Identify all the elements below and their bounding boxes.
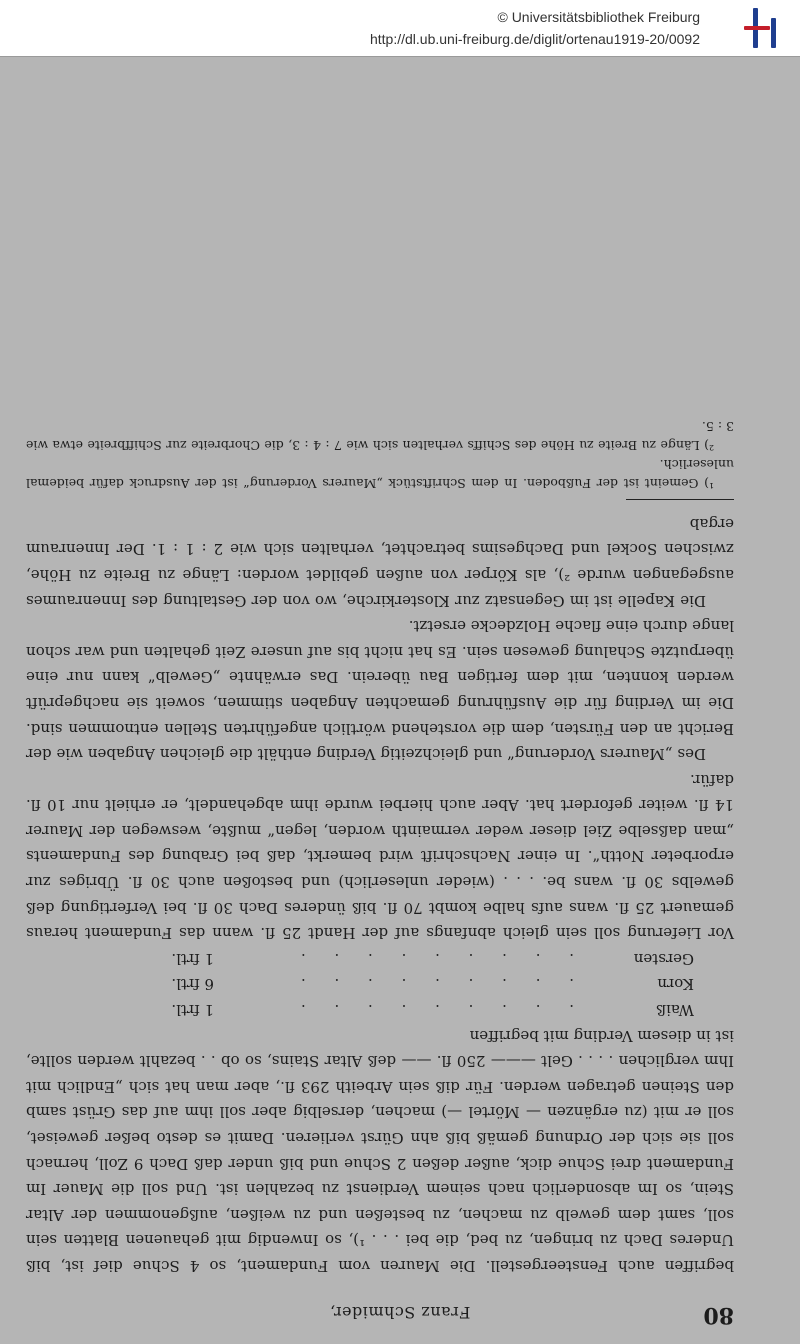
paragraph: Vor Lieferung soll sein gleich abnfangs auf der Handt 25 fl. wann das Fundament heraus gemauert 25 fl. wans aufs halbe kombt 70 fl. biß ünderes Dach 30 fl. bei Verfertigung deß gewelbs 30 fl. wans be. . . . (wieder unleserlich) und bestoßen auch 30 fl. Übriges zur erporbeter Notth“. In einer Nachschrift wird bemerkt, daß bei Grabung des Fundaments „man daßselbe Ziel dieser weder vermainth worden, legen“ mußte, weswegen der Maurer 14 fl. weiter gefordert hat. Aber auch hierbei wurde ihm abgehandelt, er erhielt nur 10 fl. dafür.	[26, 770, 734, 943]
footnote: ¹) Gemeint ist der Fußboden. In dem Schriftstück „Maurers Vorderung“ ist der Ausdruck dafür beidemal unleserlich.	[26, 457, 734, 492]
list-item-label: Korn	[657, 975, 694, 994]
paragraph: Die Kapelle ist im Gegensatz zur Klosterkirche, wo von der Gestaltung des Innenraumes ausgegangen wurde ²), als Körper von außen gebildet worden: Länge zu Breite zu Höhe, zwischen Sockel und Dachgesims betrachtet, verhalten sich wie 2 : 1 : 1. Der Innenraum ergab	[26, 514, 734, 610]
document-url[interactable]: http://dl.ub.uni-freiburg.de/diglit/ortenau1919-20/0092	[369, 31, 700, 47]
paragraph: begriffen auch Fensteergestell. Die Mauren vom Fundament, so 4 Schue dief ist, biß Underes Dach zu bringen, zu bed, die bei . . . ¹), so Inwendig mit gehauenen Blatten sein soll, samt dem gewelb zu machen, zu besteßen und zu weißen, außgenommen der Altar Stein, so Im absonderlich nach seinem Verdienst zu bezahlen ist. Und soll die Mauer Im Fundament drei Schue dick, außer deßen 2 Schue und biß under daß Dach 9 Zoll, hernach soll sie sich der Ordnung gemäß biß ahn Gürst verlieren. Damit es desto beßer geweiset, soll er mit (zu ergänzen — Mörtel —) machen, derselbig aber soll ihm auf das Grüst samb den Steinen getragen werden. Für diß sein Arbeith 293 fl., aber man hat sich „Endlich mit Ihm verglichen . . . . Gelt ——— 250 fl. —— deß Altar Stains, so ob . . bezahlt werden sollte, ist in diesem Verding mit begriffen	[26, 1026, 734, 1275]
list-item	[26, 945, 734, 971]
footnotes	[26, 417, 734, 493]
paragraph: Des „Maurers Vorderung“ und gleichzeitig Verding enthält die gleichen Angaben wie der Bericht an den Fürsten, dem die vorstehend wörtlich angeführten Stellen entnommen sind. Die im Verding für die Ausführung gemachten Angaben stimmen, soweit sie nachgeprüft werden konnten, mit dem fertigen Bau überein. Das erwähnte „Gewelb“ kann nur eine überputzte Schalung gewesen sein. Es hat nicht bis auf unsere Zeit gehalten und war schon lange durch eine flache Holzdecke ersetzt.	[26, 617, 734, 764]
scanned-page-viewport	[0, 56, 800, 1344]
viewer-header	[0, 0, 800, 57]
list-item-qty: 1 frtl.	[171, 949, 214, 968]
list-item-leader: . . . . . . . . .	[288, 949, 574, 968]
list-item-leader: . . . . . . . . .	[288, 975, 574, 994]
footnote-divider	[626, 499, 734, 500]
list-item-qty: 6 frtl.	[171, 975, 214, 994]
copyright-notice: © Universitätsbibliothek Freiburg	[497, 9, 700, 25]
library-logo-icon[interactable]	[740, 6, 780, 50]
list-item-label: Waiß	[656, 1001, 694, 1020]
page-number: 80	[703, 1302, 734, 1328]
running-head: Franz Schmider,	[329, 1303, 471, 1322]
scanned-page	[0, 56, 800, 1344]
list-item	[26, 971, 734, 997]
list-item-label: Gersten	[633, 949, 694, 968]
list-item-leader: . . . . . . . . .	[288, 1001, 574, 1020]
list-item-qty: 1 frtl.	[171, 1001, 214, 1020]
footnote: ²) Länge zu Breite zu Höhe des Schiffs verhalten sich wie 7 : 4 : 3, die Chorbreite zur Schiffbreite etwa wie 3 : 5.	[26, 419, 734, 454]
page-body	[26, 417, 734, 1278]
list-item	[26, 996, 734, 1022]
